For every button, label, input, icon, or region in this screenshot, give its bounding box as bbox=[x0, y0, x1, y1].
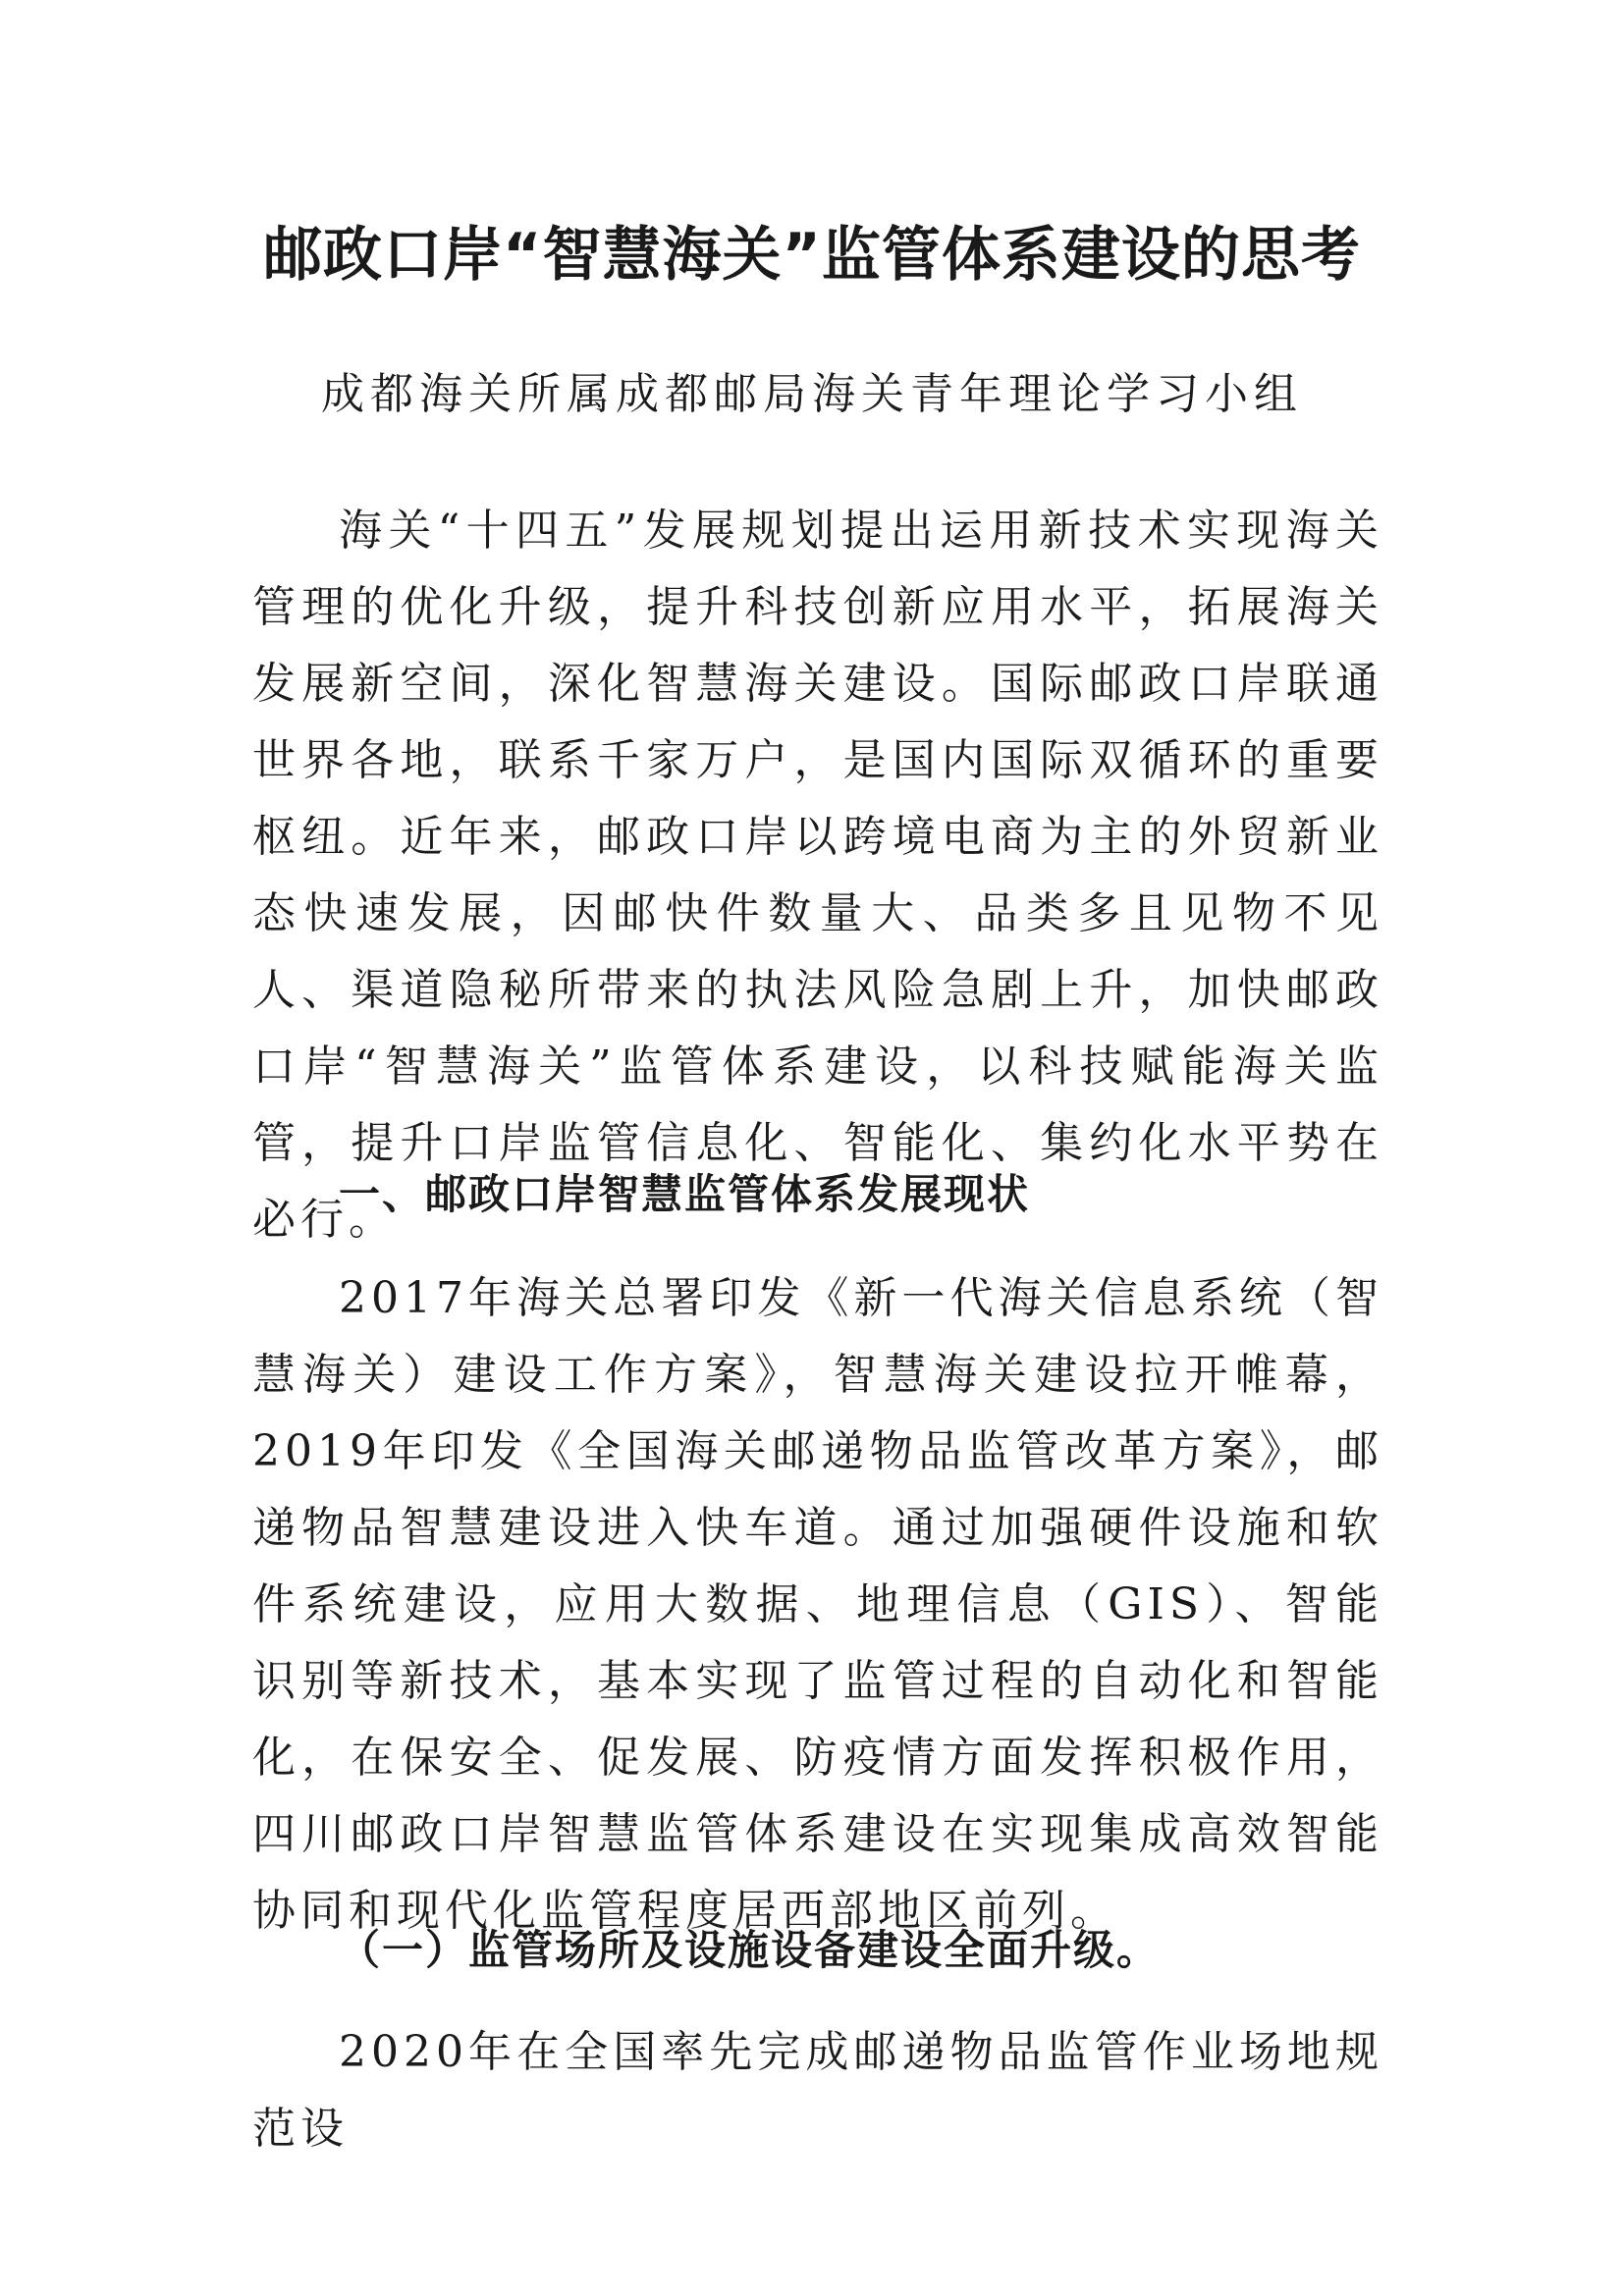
document-author: 成都海关所属成都邮局海关青年理论学习小组 bbox=[321, 369, 1303, 419]
paragraph-intro: 海关“十四五”发展规划提出运用新技术实现海关管理的优化升级，提升科技创新应用水平，拓展海关发展新空间，深化智慧海关建设。国际邮政口岸联通世界各地，联系千家万户，是国内国际双循环的重要枢纽。近年来，邮政口岸以跨境电商为主的外贸新业态快速发展，因邮快件数量大、品类多且见物不见人、渠道隐秘所带来的执法风险急剧上升，加快邮政口岸“智慧海关”监管体系建设，以科技赋能海关监管，提升口岸监管信息化、智能化、集约化水平势在必行。 bbox=[252, 506, 1383, 1245]
document-title: 邮政口岸“智慧海关”监管体系建设的思考 bbox=[263, 221, 1361, 290]
section-heading-1: 一、邮政口岸智慧监管体系发展现状 bbox=[339, 1170, 1031, 1218]
subsection-heading-1: （一）监管场所及设施设备建设全面升级。 bbox=[339, 1926, 1161, 1974]
paragraph-facilities: 2020年在全国率先完成邮递物品监管作业场地规范设 bbox=[252, 2027, 1383, 2154]
paragraph-status: 2017年海关总署印发《新一代海关信息系统（智慧海关）建设工作方案》，智慧海关建设拉开帷幕，2019年印发《全国海关邮递物品监管改革方案》，邮递物品智慧建设进入快车道。通过加强硬件设施和软件系统建设，应用大数据、地理信息（GIS）、智能识别等新技术，基本实现了监管过程的自动化和智能化，在保安全、促发展、防疫情方面发挥积极作用，四川邮政口岸智慧监管体系建设在实现集成高效智能协同和现代化监管程度居西部地区前列。 bbox=[252, 1273, 1383, 1936]
